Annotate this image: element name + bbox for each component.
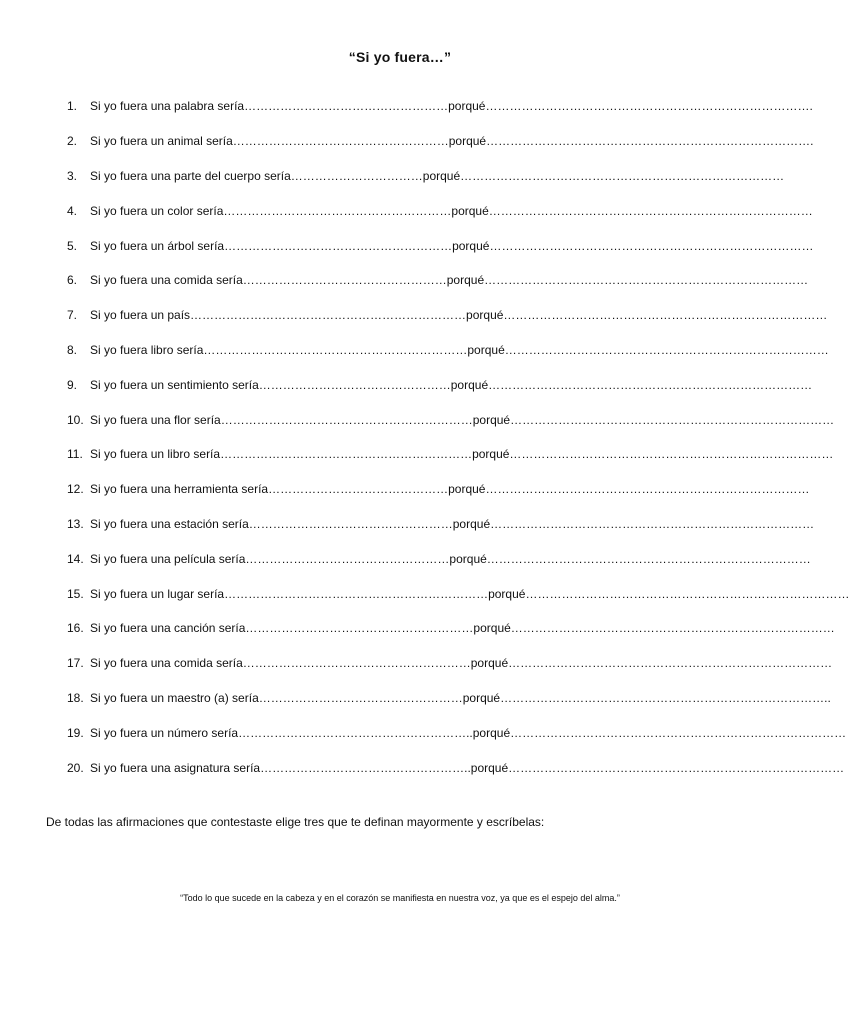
item-number: 1. [67, 99, 78, 114]
list-item [67, 159, 849, 194]
item-number: 17. [67, 656, 84, 671]
item-number: 4. [67, 203, 78, 218]
list-item [67, 333, 849, 368]
list-item [67, 611, 849, 646]
list-item [67, 124, 849, 159]
item-text: Si yo fuera libro sería…………………………………………………………porqué……………………………………………………………………… [90, 342, 829, 357]
item-text: Si yo fuera una comida sería…………………………………………………porqué……………………………………………………………………… [90, 656, 833, 671]
item-number: 8. [67, 342, 78, 357]
item-text: Si yo fuera una canción sería…………………………………………………porqué……………………………………………………………………… [90, 621, 835, 636]
item-number: 14. [67, 551, 84, 566]
item-number: 20. [67, 760, 84, 775]
item-number: 7. [67, 308, 78, 323]
item-text: Si yo fuera una comida sería……………………………………………porqué……………………………………………………………………… [90, 273, 809, 288]
item-text: Si yo fuera un árbol sería…………………………………………………porqué……………………………………………………………………… [90, 238, 814, 253]
instruction-text: De todas las afirmaciones que contestaste elige tres que te definan mayormente y escríbelas: [46, 815, 545, 829]
list-item [67, 228, 849, 263]
list-item [67, 367, 849, 402]
item-number: 16. [67, 621, 84, 636]
item-number: 18. [67, 690, 84, 705]
item-text: Si yo fuera una parte del cuerpo sería……………………………porqué……………………………………………………………………… [90, 168, 785, 183]
list-item [67, 402, 849, 437]
list-item [67, 750, 849, 785]
item-text: Si yo fuera una herramienta sería………………………………………porqué……………………………………………………………………… [90, 482, 810, 497]
list-item [67, 541, 849, 576]
item-text: Si yo fuera una palabra sería……………………………………………porqué………………………………………………………………………. [90, 99, 813, 114]
list-item [67, 193, 849, 228]
list-item [67, 715, 849, 750]
item-number: 15. [67, 586, 84, 601]
item-text: Si yo fuera un país……………………………………………………………porqué……………………………………………………………………… [90, 308, 828, 323]
page-title: “Si yo fuera…” [348, 49, 452, 65]
item-number: 9. [67, 377, 78, 392]
item-number: 10. [67, 412, 84, 427]
item-number: 12. [67, 482, 84, 497]
list-item [67, 437, 849, 472]
item-number: 5. [67, 238, 78, 253]
item-number: 6. [67, 273, 78, 288]
list-item [67, 681, 849, 716]
question-list [67, 89, 849, 785]
item-text: Si yo fuera un animal sería………………………………………………porqué………………………………………………………………………. [90, 134, 814, 149]
list-item [67, 576, 849, 611]
item-text: Si yo fuera un libro sería………………………………………………………porqué……………………………………………………………………… [90, 447, 834, 462]
item-number: 13. [67, 516, 84, 531]
list-item [67, 89, 849, 124]
item-text: Si yo fuera una película sería……………………………………………porqué……………………………………………………………………… [90, 551, 811, 566]
item-text: Si yo fuera un sentimiento sería…………………………………………porqué……………………………………………………………………… [90, 377, 813, 392]
item-text: Si yo fuera una asignatura sería……………………………………………..porqué………………………………………………………………………… [90, 760, 845, 775]
item-number: 3. [67, 168, 78, 183]
list-item [67, 263, 849, 298]
item-number: 11. [67, 447, 83, 462]
list-item [67, 298, 849, 333]
item-text: Si yo fuera una flor sería………………………………………………………porqué……………………………………………………………………… [90, 412, 835, 427]
list-item [67, 646, 849, 681]
item-text: Si yo fuera un lugar sería…………………………………………………………porqué……………………………………………………………………… [90, 586, 849, 601]
closing-quote: “Todo lo que sucede en la cabeza y en el corazón se manifiesta en nuestra voz, ya que es el espejo del alma.” [180, 893, 620, 903]
item-number: 2. [67, 134, 78, 149]
item-text: Si yo fuera un número sería…………………………………………………..porqué………………………………………………………………………… [90, 725, 847, 740]
item-text: Si yo fuera un color sería…………………………………………………porqué……………………………………………………………………… [90, 203, 813, 218]
item-text: Si yo fuera un maestro (a) sería……………………………………………porqué……………………………………………………………………….. [90, 690, 831, 705]
item-text: Si yo fuera una estación sería……………………………………………porqué……………………………………………………………………… [90, 516, 815, 531]
list-item [67, 472, 849, 507]
item-number: 19. [67, 725, 84, 740]
list-item [67, 507, 849, 542]
